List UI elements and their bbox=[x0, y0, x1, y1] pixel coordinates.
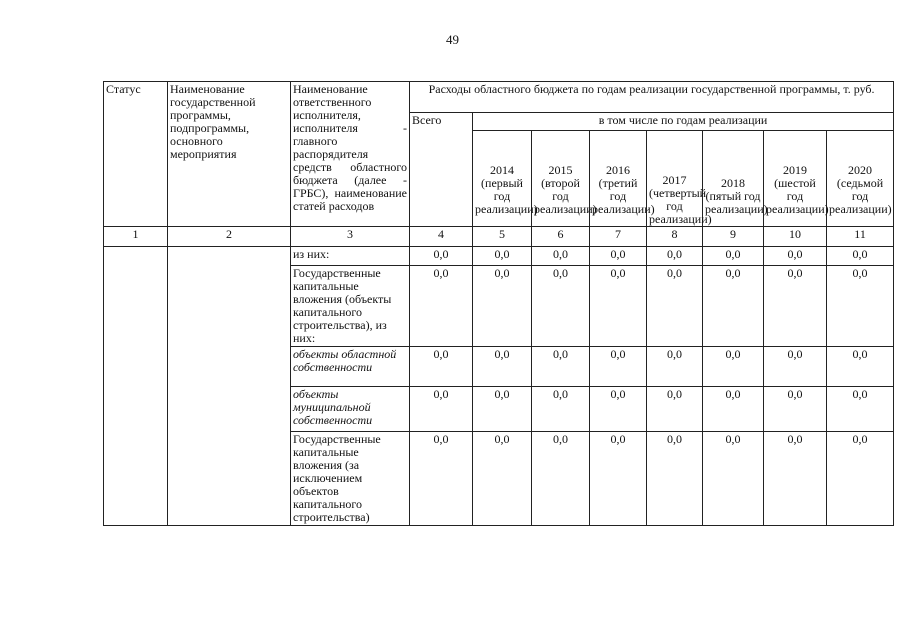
value-cell: 0,0 bbox=[532, 266, 590, 347]
header-year-2016: 2016 (третий год реализации) bbox=[590, 131, 647, 227]
value-cell: 0,0 bbox=[532, 432, 590, 526]
row-label: объекты областной собственности bbox=[291, 347, 410, 387]
column-number: 8 bbox=[647, 227, 703, 247]
header-total: Всего bbox=[410, 113, 473, 227]
header-year-2019: 2019 (шестой год реализации) bbox=[764, 131, 827, 227]
table-row bbox=[104, 247, 894, 266]
header-expenses-title: Расходы областного бюджета по годам реализации государственной программы, т. руб. bbox=[410, 82, 894, 113]
row-label: Государственные капитальные вложения (объекты капитального строительства), из них: bbox=[291, 266, 410, 347]
header-year-2018: 2018 (пятый год реализации) bbox=[703, 131, 764, 227]
value-cell: 0,0 bbox=[703, 247, 764, 266]
value-cell: 0,0 bbox=[703, 432, 764, 526]
value-cell: 0,0 bbox=[410, 432, 473, 526]
value-cell: 0,0 bbox=[764, 387, 827, 432]
column-number: 2 bbox=[168, 227, 291, 247]
column-number: 1 bbox=[104, 227, 168, 247]
column-number: 3 bbox=[291, 227, 410, 247]
page-number: 49 bbox=[446, 32, 459, 47]
value-cell: 0,0 bbox=[473, 247, 532, 266]
value-cell: 0,0 bbox=[764, 247, 827, 266]
value-cell: 0,0 bbox=[473, 347, 532, 387]
value-cell: 0,0 bbox=[473, 266, 532, 347]
row-label: Государственные капитальные вложения (за исключением объектов капитального строительства) bbox=[291, 432, 410, 526]
value-cell: 0,0 bbox=[647, 247, 703, 266]
header-year-2017: 2017 (четвертый год реализации) bbox=[647, 131, 703, 227]
value-cell: 0,0 bbox=[764, 266, 827, 347]
program-name-cell bbox=[168, 247, 291, 526]
value-cell: 0,0 bbox=[590, 247, 647, 266]
value-cell: 0,0 bbox=[647, 347, 703, 387]
value-cell: 0,0 bbox=[590, 387, 647, 432]
header-year-2015: 2015 (второй год реализации) bbox=[532, 131, 590, 227]
column-number: 10 bbox=[764, 227, 827, 247]
value-cell: 0,0 bbox=[764, 432, 827, 526]
header-year-2020: 2020 (седьмой год реализации) bbox=[827, 131, 894, 227]
value-cell: 0,0 bbox=[410, 247, 473, 266]
header-status: Статус bbox=[104, 82, 168, 227]
column-number: 6 bbox=[532, 227, 590, 247]
value-cell: 0,0 bbox=[827, 347, 894, 387]
value-cell: 0,0 bbox=[827, 387, 894, 432]
value-cell: 0,0 bbox=[647, 432, 703, 526]
status-cell bbox=[104, 247, 168, 526]
value-cell: 0,0 bbox=[827, 432, 894, 526]
value-cell: 0,0 bbox=[532, 387, 590, 432]
column-number: 11 bbox=[827, 227, 894, 247]
value-cell: 0,0 bbox=[410, 266, 473, 347]
value-cell: 0,0 bbox=[703, 266, 764, 347]
value-cell: 0,0 bbox=[473, 432, 532, 526]
header-executor: Наименование ответственного исполнителя, исполнителя - главного распорядителя средств областного бюджета (далее - ГРБС), наименование статей расходов bbox=[291, 82, 410, 227]
header-program-name: Наименование государственной программы, подпрограммы, основного мероприятия bbox=[168, 82, 291, 227]
value-cell: 0,0 bbox=[647, 266, 703, 347]
value-cell: 0,0 bbox=[590, 266, 647, 347]
value-cell: 0,0 bbox=[827, 266, 894, 347]
column-number: 9 bbox=[703, 227, 764, 247]
value-cell: 0,0 bbox=[764, 347, 827, 387]
column-number: 7 bbox=[590, 227, 647, 247]
value-cell: 0,0 bbox=[703, 347, 764, 387]
column-number: 5 bbox=[473, 227, 532, 247]
value-cell: 0,0 bbox=[703, 387, 764, 432]
value-cell: 0,0 bbox=[590, 347, 647, 387]
value-cell: 0,0 bbox=[473, 387, 532, 432]
value-cell: 0,0 bbox=[590, 432, 647, 526]
row-label: объекты муниципальной собственности bbox=[291, 387, 410, 432]
value-cell: 0,0 bbox=[410, 387, 473, 432]
row-label: из них: bbox=[291, 247, 410, 266]
value-cell: 0,0 bbox=[827, 247, 894, 266]
header-year-2014: 2014 (первый год реализации) bbox=[473, 131, 532, 227]
budget-table bbox=[103, 81, 894, 526]
value-cell: 0,0 bbox=[647, 387, 703, 432]
value-cell: 0,0 bbox=[410, 347, 473, 387]
value-cell: 0,0 bbox=[532, 247, 590, 266]
header-by-years: в том числе по годам реализации bbox=[473, 113, 894, 131]
value-cell: 0,0 bbox=[532, 347, 590, 387]
column-number: 4 bbox=[410, 227, 473, 247]
